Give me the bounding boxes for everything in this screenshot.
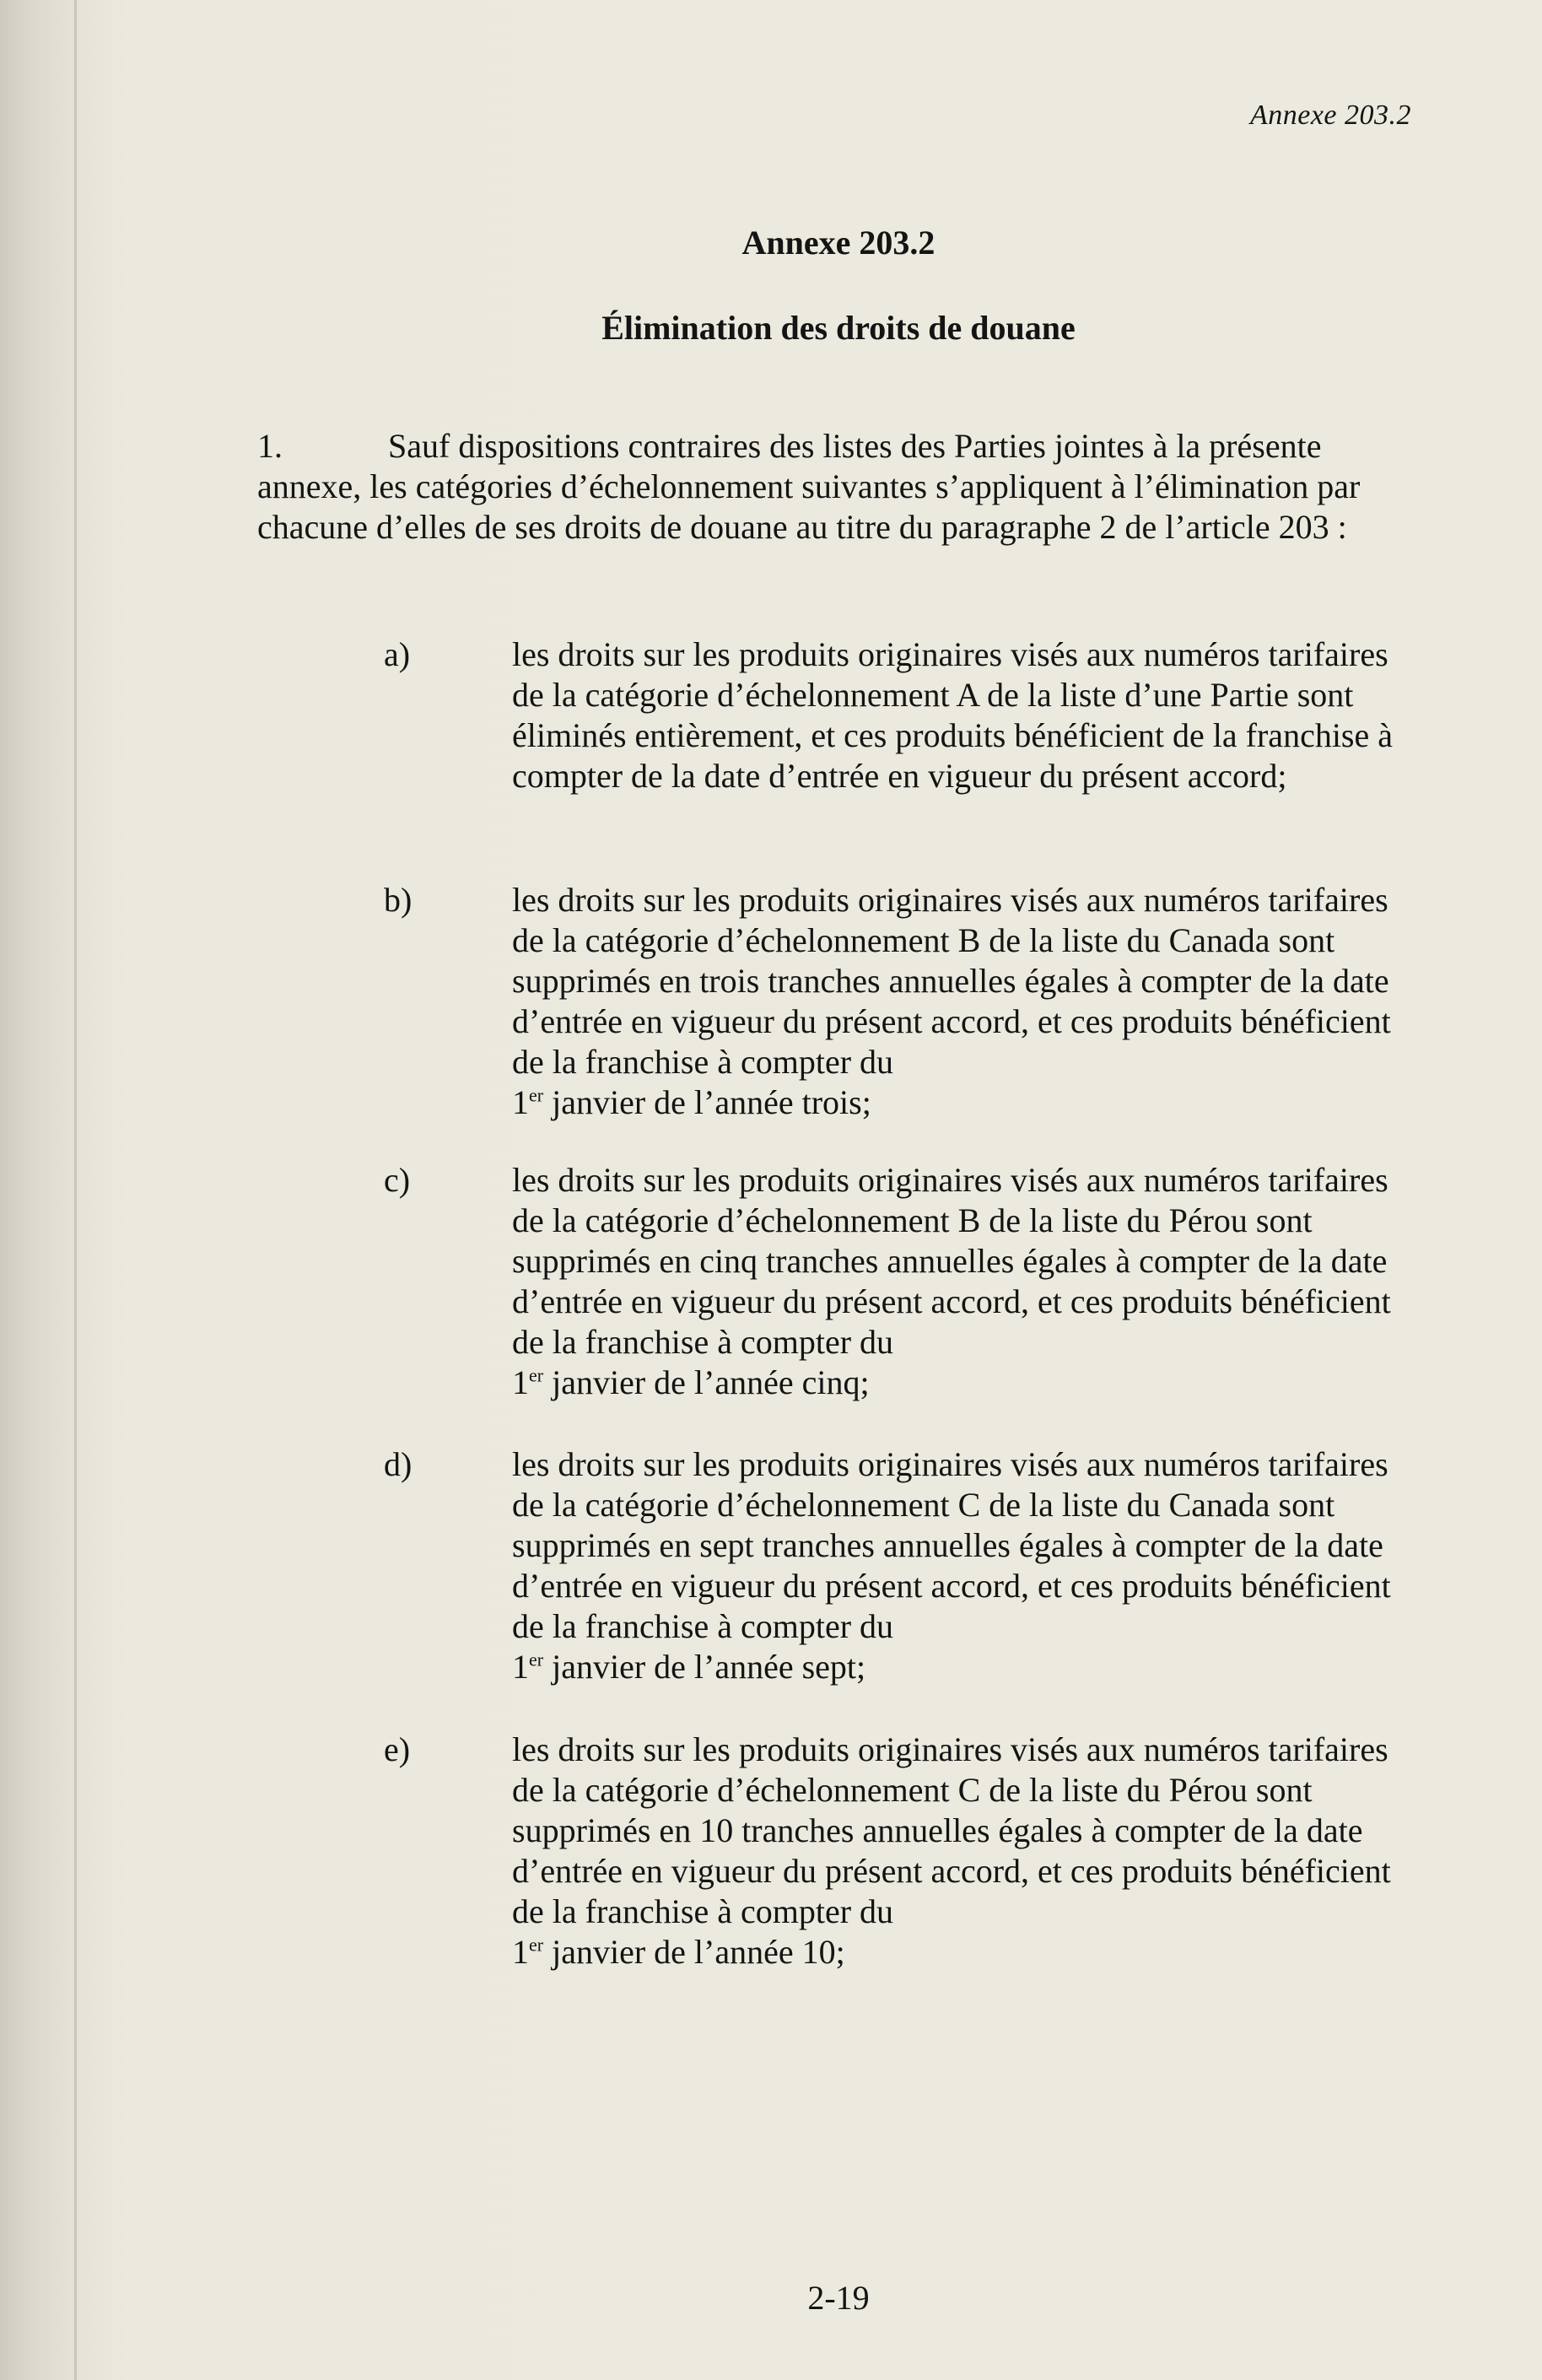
list-item-label: e) xyxy=(384,1730,411,1768)
date-ordinal-suffix: er xyxy=(529,1364,544,1386)
list-item-label: b) xyxy=(384,881,412,919)
running-header: Annexe 203.2 xyxy=(1249,100,1411,131)
date-ordinal-suffix: er xyxy=(529,1084,544,1106)
date-rest: janvier de l’année trois; xyxy=(543,1083,871,1121)
date-ordinal: 1 xyxy=(512,1083,529,1121)
list-item-body: les droits sur les produits originaires visés aux numéros tarifaires de la catégorie d’échelonnement B de la liste du Pérou sont supprimés en cinq tranches annuelles égales à compter de la date d’entrée en vigueur du présent accord, et ces produits bénéficient de la franchise à compter du xyxy=(512,1161,1391,1361)
page-number: 2-19 xyxy=(807,2279,870,2317)
annex-subtitle: Élimination des droits de douane xyxy=(601,309,1076,347)
date-ordinal: 1 xyxy=(512,1648,529,1686)
book-spine-shadow xyxy=(74,0,77,2380)
annex-title: Annexe 203.2 xyxy=(741,224,935,262)
list-item-body: les droits sur les produits originaires visés aux numéros tarifaires de la catégorie d’échelonnement B de la liste du Canada sont supprimés en trois tranches annuelles égales à compter de la date d’entrée en vigueur du présent accord, et ces produits bénéficient de la franchise à compter du xyxy=(512,881,1391,1081)
list-item-body: les droits sur les produits originaires visés aux numéros tarifaires de la catégorie d’échelonnement C de la liste du Canada sont supprimés en sept tranches annuelles égales à compter de la date d’entrée en vigueur du présent accord, et ces produits bénéficient de la franchise à compter du xyxy=(512,1445,1391,1645)
date-rest: janvier de l’année sept; xyxy=(543,1648,866,1686)
date-ordinal: 1 xyxy=(512,1933,529,1971)
list-item-label: a) xyxy=(384,635,411,673)
paragraph-number: 1. xyxy=(257,427,283,465)
list-item-label: d) xyxy=(384,1445,412,1483)
list-item-text xyxy=(512,1444,1423,1687)
date-rest: janvier de l’année cinq; xyxy=(543,1363,870,1401)
date-rest: janvier de l’année 10; xyxy=(543,1933,845,1971)
intro-paragraph: Sauf dispositions contraires des listes des Parties jointes à la présente annexe, les catégories d’échelonnement suivantes s’appliquent à l’élimination par chacune d’elles de ses droits de douane au titre du paragraphe 2 de l’article 203 : xyxy=(257,427,1361,546)
list-item-text xyxy=(512,1160,1423,1403)
list-item-text xyxy=(512,1730,1423,1973)
list-item-label: c) xyxy=(384,1161,411,1199)
list-item-body: les droits sur les produits originaires visés aux numéros tarifaires de la catégorie d’échelonnement A de la liste d’une Partie sont éliminés entièrement, et ces produits bénéficient de la franchise à compter de la date d’entrée en vigueur du présent accord; xyxy=(512,635,1394,795)
date-ordinal-suffix: er xyxy=(529,1934,544,1956)
list-item-body: les droits sur les produits originaires visés aux numéros tarifaires de la catégorie d’échelonnement C de la liste du Pérou sont supprimés en 10 tranches annuelles égales à compter de la date d’entrée en vigueur du présent accord, et ces produits bénéficient de la franchise à compter du xyxy=(512,1730,1391,1930)
date-ordinal: 1 xyxy=(512,1363,529,1401)
list-item-text xyxy=(512,634,1423,796)
list-item-text xyxy=(512,880,1423,1123)
date-ordinal-suffix: er xyxy=(529,1649,544,1670)
